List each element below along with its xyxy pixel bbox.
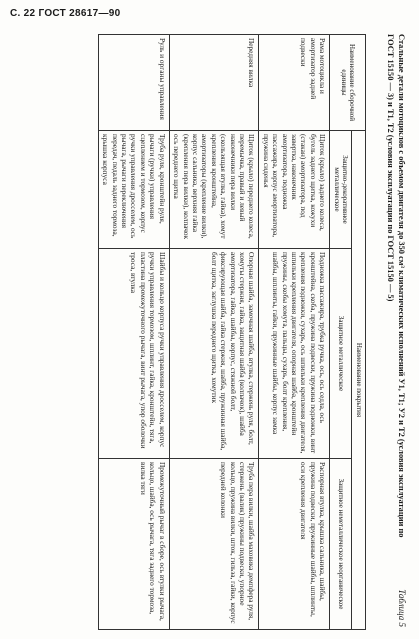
table-row bbox=[98, 35, 169, 630]
cell-protective-nonmetal: Распорная втулка, крышка сальника, шайбы, пружина подвески, пружинные шайбы, шплинты, оси крепления двигателя bbox=[259, 459, 330, 630]
header-protective-metal: Защитное металлическое bbox=[330, 249, 352, 459]
cell-protective-metal: Опорная шайба, замочная шайба, втулка, стержень руля, болт, хомуты стержня, гайка, защитная шайба (колпачок), шайба амортизатора, гайка, шайбы, корпус, стяжной болт, фиксирующая шайба, гайка стержня, шайба, пружинная шайба, болт щитка, заглушка переднего щитка, хомутик bbox=[169, 249, 259, 459]
cell-protective-nonmetal: Труба пера вилки, шайба маховика демпфера руля, стержень (валик) пружины подвески, упорное кольцо, пружина вилки, шток, гильза, гайки, корпус передней колонки bbox=[169, 459, 259, 630]
cell-unit: Рама мотоцикла и амортизатор задней подвески bbox=[259, 35, 330, 131]
table-header-row bbox=[352, 35, 366, 630]
table-title-block bbox=[366, 34, 406, 629]
cell-unit: Передняя вилка bbox=[169, 35, 259, 131]
cell-protective-metal: Шайбы и кольцо корпуса ручки управления дросселем, корпус ручки управления тормозом, шплинт, гайка, кронштейн, тяга, пластина промежуточного рычага, винт рычага, упор оболочки троса, втулка bbox=[98, 249, 169, 459]
page-header: С. 22 ГОСТ 28617—90 bbox=[10, 8, 121, 19]
table-row bbox=[169, 35, 259, 630]
cell-protective-metal: Подножка пассажира, трубка ручка, ось, ось седла, ось кронштейна, скоба, пружина подвески, пружина подножки, винт крепления подножки, сухарь, ось шпильки крепления двигателя, шпильки крепления двигателя, опорная шайба, кронштейн пружины, скобы хомута, пальцы, сухарь, болт крепления, шайбы, шплинты, гайки, пружинные шайбы, корпус замка bbox=[259, 249, 330, 459]
cell-decorative: Щиток (крыло) заднего колеса, бугель заднего щитка, кожухи (стакан) амортизатора, под завертка, наконечник амортизатора, подножка пассажира, корпус амортизатора, пружина сиденья bbox=[259, 131, 330, 249]
parts-table bbox=[98, 34, 366, 630]
table-label: Таблица 5 bbox=[397, 589, 407, 627]
table-row bbox=[259, 35, 330, 630]
cell-decorative: Щиток (крыло) переднего колеса, перемычка, правый и левый наконечники пера вилки (скользящая втулка, гайка), хомут крепления кронштейна, амортизаторы (крепление вилки), корпус сальника, верхняя гайка (крепления пера вилки), колпачок ось переднего щитка bbox=[169, 131, 259, 249]
header-decorative: Защитно-декоративное металлическое bbox=[330, 131, 352, 249]
cell-protective-nonmetal: Промежуточный рычаг в сборе, ось втулки рычага, кольцо, шайба, ось рычага, тяга заднего тормоза, вилка тяги bbox=[98, 459, 169, 630]
header-coating-group: Наименование покрытия bbox=[352, 131, 366, 630]
cell-unit: Руль и органы управления bbox=[98, 35, 169, 131]
cell-decorative: Труба руля, кронштейн руля, рычаги (ручки) управления сцеплением и тормозом, корпус ручки управления дросселем, ось рычага, рычаги переключения передач, педаль заднего тормоза, крышка корпуса bbox=[98, 131, 169, 249]
rotated-table-block bbox=[13, 34, 406, 629]
table-title: Стальные детали мотоциклов с объемом двигателя до 350 см³ климатических исполнений У1, Т1; У2 и Т2 (условия эксплуатации по ГОСТ 15150 — 3) и Т1, Т2 (условия эксплуатации по ГОСТ 15150 — 5) bbox=[386, 34, 406, 538]
header-unit: Наименование сборочной единицы bbox=[330, 35, 366, 131]
header-protective-nonmetal: Защитное неметаллическое неорганическое bbox=[330, 459, 352, 630]
